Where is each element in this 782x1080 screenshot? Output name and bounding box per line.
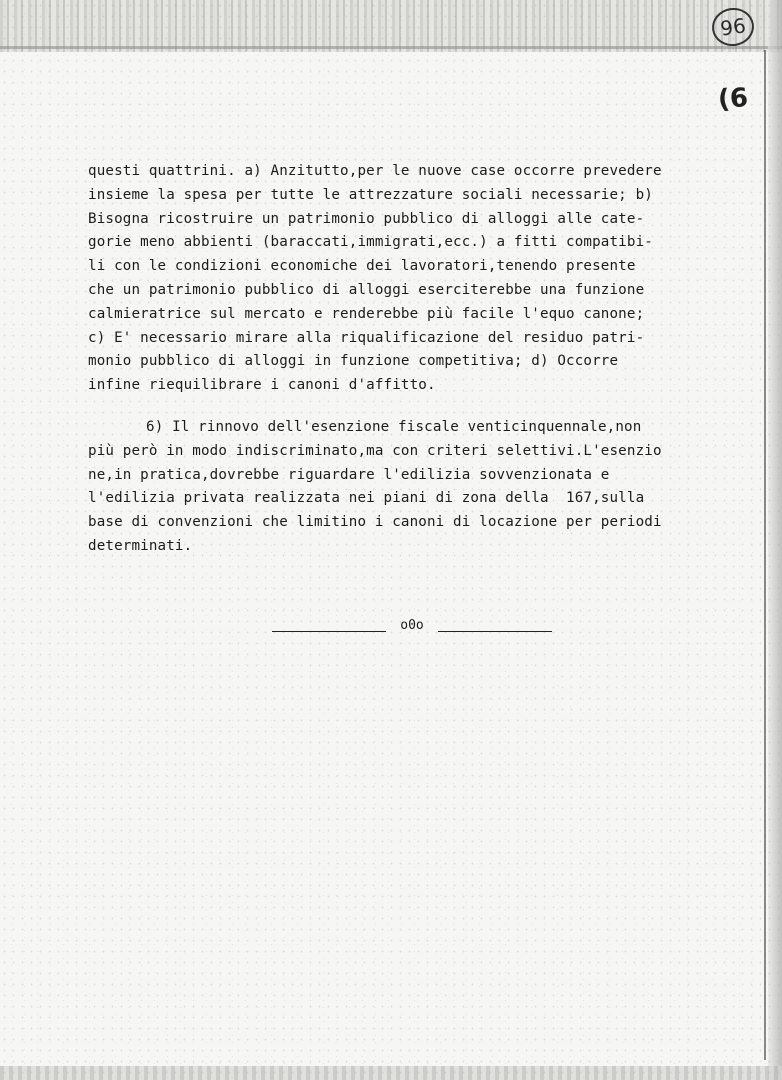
scan-right-edge (768, 0, 782, 1080)
scan-top-edge (0, 0, 782, 52)
text-line: calmieratrice sul mercato e renderebbe più facile l'equo canone; (88, 305, 645, 322)
paragraph-1 (88, 160, 718, 398)
archive-stamp: 96 (710, 5, 757, 48)
text-line: l'edilizia privata realizzata nei piani di zona della 167,sulla (88, 490, 645, 507)
section-end-separator (272, 612, 552, 636)
text-line: insieme la spesa per tutte le attrezzature sociali necessarie; b) (88, 186, 653, 203)
text-line: monio pubblico di alloggi in funzione competitiva; d) Occorre (88, 353, 619, 370)
text-line: infine riequilibrare i canoni d'affitto. (88, 377, 436, 394)
scan-right-border (764, 50, 766, 1060)
paragraph-gap (88, 398, 718, 416)
end-mark: o0o (400, 618, 424, 633)
text-line: ne,in pratica,dovrebbe riguardare l'edilizia sovvenzionata e (88, 466, 610, 483)
text-line: 6) Il rinnovo dell'esenzione fiscale venticinquennale,non (146, 418, 642, 435)
text-line: questi quattrini. a) Anzitutto,per le nuove case occorre prevedere (88, 163, 662, 179)
scan-top-edge-line (0, 46, 782, 49)
separator-rule-left (272, 631, 386, 632)
text-line: determinati. (88, 537, 193, 554)
scan-bottom-edge (0, 1066, 782, 1080)
text-line: che un patrimonio pubblico di alloggi eserciterebbe una funzione (88, 281, 645, 298)
separator-rule-right (438, 631, 552, 632)
text-line: Bisogna ricostruire un patrimonio pubblico di alloggi alle cate- (88, 210, 645, 227)
text-line: base di convenzioni che limitino i canoni di locazione per periodi (88, 514, 662, 531)
document-body (88, 160, 718, 559)
text-line: gorie meno abbienti (baraccati,immigrati,ecc.) a fitti compatibi- (88, 234, 653, 251)
text-line: più però in modo indiscriminato,ma con criteri selettivi.L'esenzio (88, 442, 662, 459)
text-line: li con le condizioni economiche dei lavoratori,tenendo presente (88, 258, 636, 275)
text-line: c) E' necessario mirare alla riqualificazione del residuo patri- (88, 329, 645, 346)
page-number: (6 (716, 82, 749, 116)
paragraph-2 (88, 416, 718, 559)
